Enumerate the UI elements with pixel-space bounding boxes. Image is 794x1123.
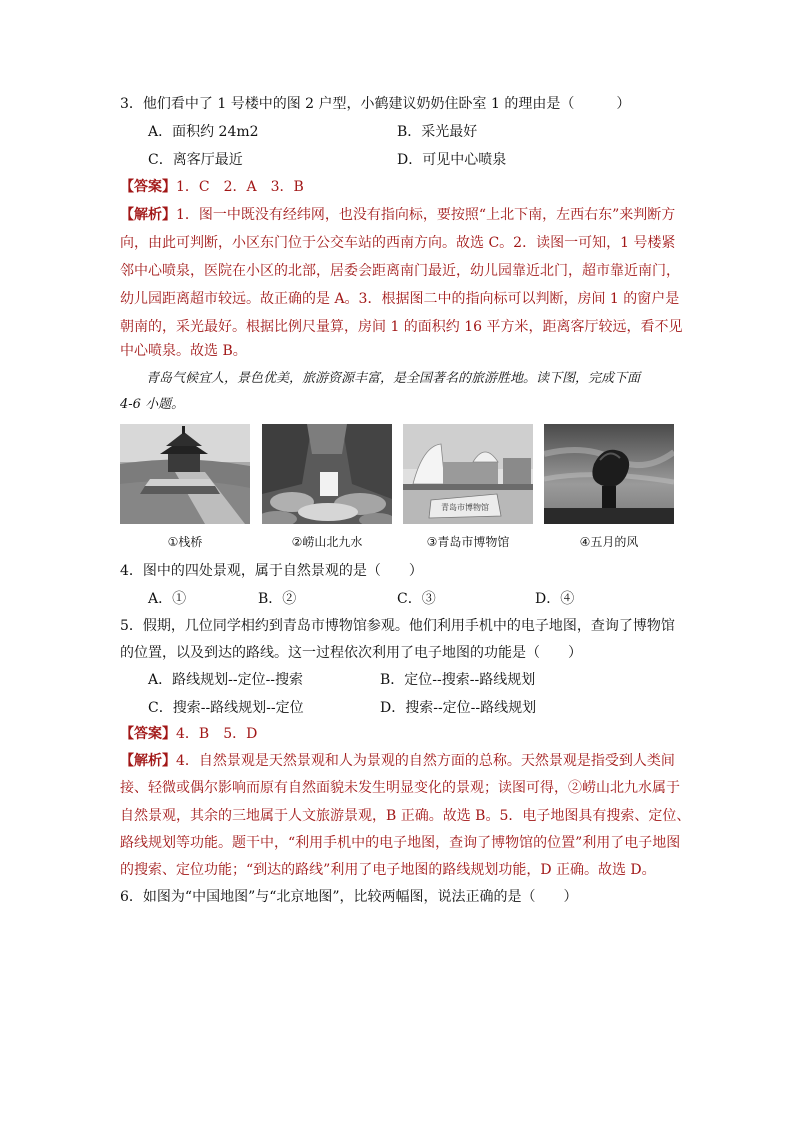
photo-museum bbox=[403, 424, 533, 524]
answer-label: 【答案】 bbox=[120, 179, 176, 195]
analysis-label: 【解析】 bbox=[120, 207, 176, 223]
q5-line-1: 5．假期，几位同学相约到青岛市博物馆参观。他们利用手机中的电子地图，查询了博物馆 bbox=[120, 618, 675, 634]
waterfall-image bbox=[262, 424, 392, 524]
caption-2: ②崂山北九水 bbox=[291, 535, 363, 549]
q4-stem: 4．图中的四处景观，属于自然景观的是（ ） bbox=[120, 563, 423, 579]
pier-image bbox=[120, 424, 250, 524]
q4-option-c: C．③ bbox=[397, 591, 436, 607]
analysis-text: 1．图一中既没有经纬网，也没有指向标，要按照“上北下南，左西右东”来判断方 bbox=[176, 207, 676, 223]
analysis-2-line-5: 的搜索、定位功能；“到达的路线”利用了电子地图的路线规划功能，D 正确。故选 D。 bbox=[120, 862, 656, 878]
caption-4: ④五月的风 bbox=[579, 535, 639, 549]
analysis-1-line-2: 向，由此可判断，小区东门位于公交车站的西南方向。故选 C。2．读图一可知，1 号楼紧 bbox=[120, 235, 676, 251]
may-wind-image bbox=[544, 424, 674, 524]
analysis-label: 【解析】 bbox=[120, 753, 176, 769]
analysis-text: 4．自然景观是天然景观和人为景观的自然方面的总称。天然景观是指受到人类间 bbox=[176, 753, 675, 769]
photo-pier bbox=[120, 424, 250, 524]
q5-option-b: B．定位--搜索--路线规划 bbox=[380, 672, 536, 688]
museum-image bbox=[403, 424, 533, 524]
answer-block-2 bbox=[120, 724, 257, 744]
intro-line-1: 青岛气候宜人，景色优美，旅游资源丰富，是全国著名的旅游胜地。读下图，完成下面 bbox=[146, 371, 641, 386]
answer-block-1 bbox=[120, 177, 304, 197]
analysis-2-line-3: 自然景观，其余的三地属于人文旅游景观，B 正确。故选 B。5．电子地图具有搜索、定位、 bbox=[120, 808, 691, 824]
q5-option-d: D．搜索--定位--路线规划 bbox=[380, 700, 537, 716]
q5-option-c: C．搜索--路线规划--定位 bbox=[148, 700, 304, 716]
analysis-1-line-5: 朝南的，采光最好。根据比例尺量算，房间 1 的面积约 16 平方米，距离客厅较远，看不见 bbox=[120, 319, 683, 335]
answer-label: 【答案】 bbox=[120, 726, 176, 742]
analysis-1-line-1 bbox=[120, 205, 675, 225]
answer-text: 4．B 5．D bbox=[176, 726, 258, 742]
answer-text: 1．C 2．A 3．B bbox=[176, 179, 304, 195]
photo-may-wind bbox=[544, 424, 674, 524]
caption-1: ①栈桥 bbox=[167, 535, 203, 549]
analysis-1-line-6: 中心喷泉。故选 B。 bbox=[120, 343, 247, 359]
q3-stem: 3．他们看中了 1 号楼中的图 2 户型，小鹤建议奶奶住卧室 1 的理由是（ ） bbox=[120, 96, 631, 112]
q5-line-2: 的位置，以及到达的路线。这一过程依次利用了电子地图的功能是（ ） bbox=[120, 645, 582, 661]
q3-option-d: D．可见中心喷泉 bbox=[397, 152, 507, 168]
analysis-1-line-3: 邻中心喷泉，医院在小区的北部，居委会距离南门最近，幼儿园靠近北门，超市靠近南门， bbox=[120, 263, 680, 279]
intro-line-2: 4-6 小题。 bbox=[120, 397, 185, 412]
q4-option-d: D．④ bbox=[535, 591, 575, 607]
analysis-1-line-4: 幼儿园距离超市较远。故正确的是 A。3．根据图二中的指向标可以判断，房间 1 的窗户是 bbox=[120, 291, 680, 307]
q6-stem: 6．如图为“中国地图”与“北京地图”，比较两幅图，说法正确的是（ ） bbox=[120, 889, 578, 905]
q4-option-b: B．② bbox=[258, 591, 297, 607]
photo-waterfall bbox=[262, 424, 392, 524]
caption-3: ③青岛市博物馆 bbox=[426, 535, 510, 549]
museum-sign-text: 青岛市博物馆 bbox=[441, 503, 489, 512]
analysis-2-line-2: 接、轻微或偶尔影响而原有自然面貌未发生明显变化的景观；读图可得，②崂山北九水属于 bbox=[120, 780, 680, 796]
q3-option-b: B．采光最好 bbox=[397, 124, 478, 140]
analysis-2-line-4: 路线规划等功能。题干中，“利用手机中的电子地图，查询了博物馆的位置”利用了电子地图 bbox=[120, 835, 681, 851]
analysis-2-line-1 bbox=[120, 751, 675, 771]
q3-option-a: A．面积约 24m2 bbox=[148, 124, 259, 140]
q4-option-a: A．① bbox=[148, 591, 187, 607]
q3-option-c: C．离客厅最近 bbox=[148, 152, 243, 168]
q5-option-a: A．路线规划--定位--搜索 bbox=[148, 672, 304, 688]
